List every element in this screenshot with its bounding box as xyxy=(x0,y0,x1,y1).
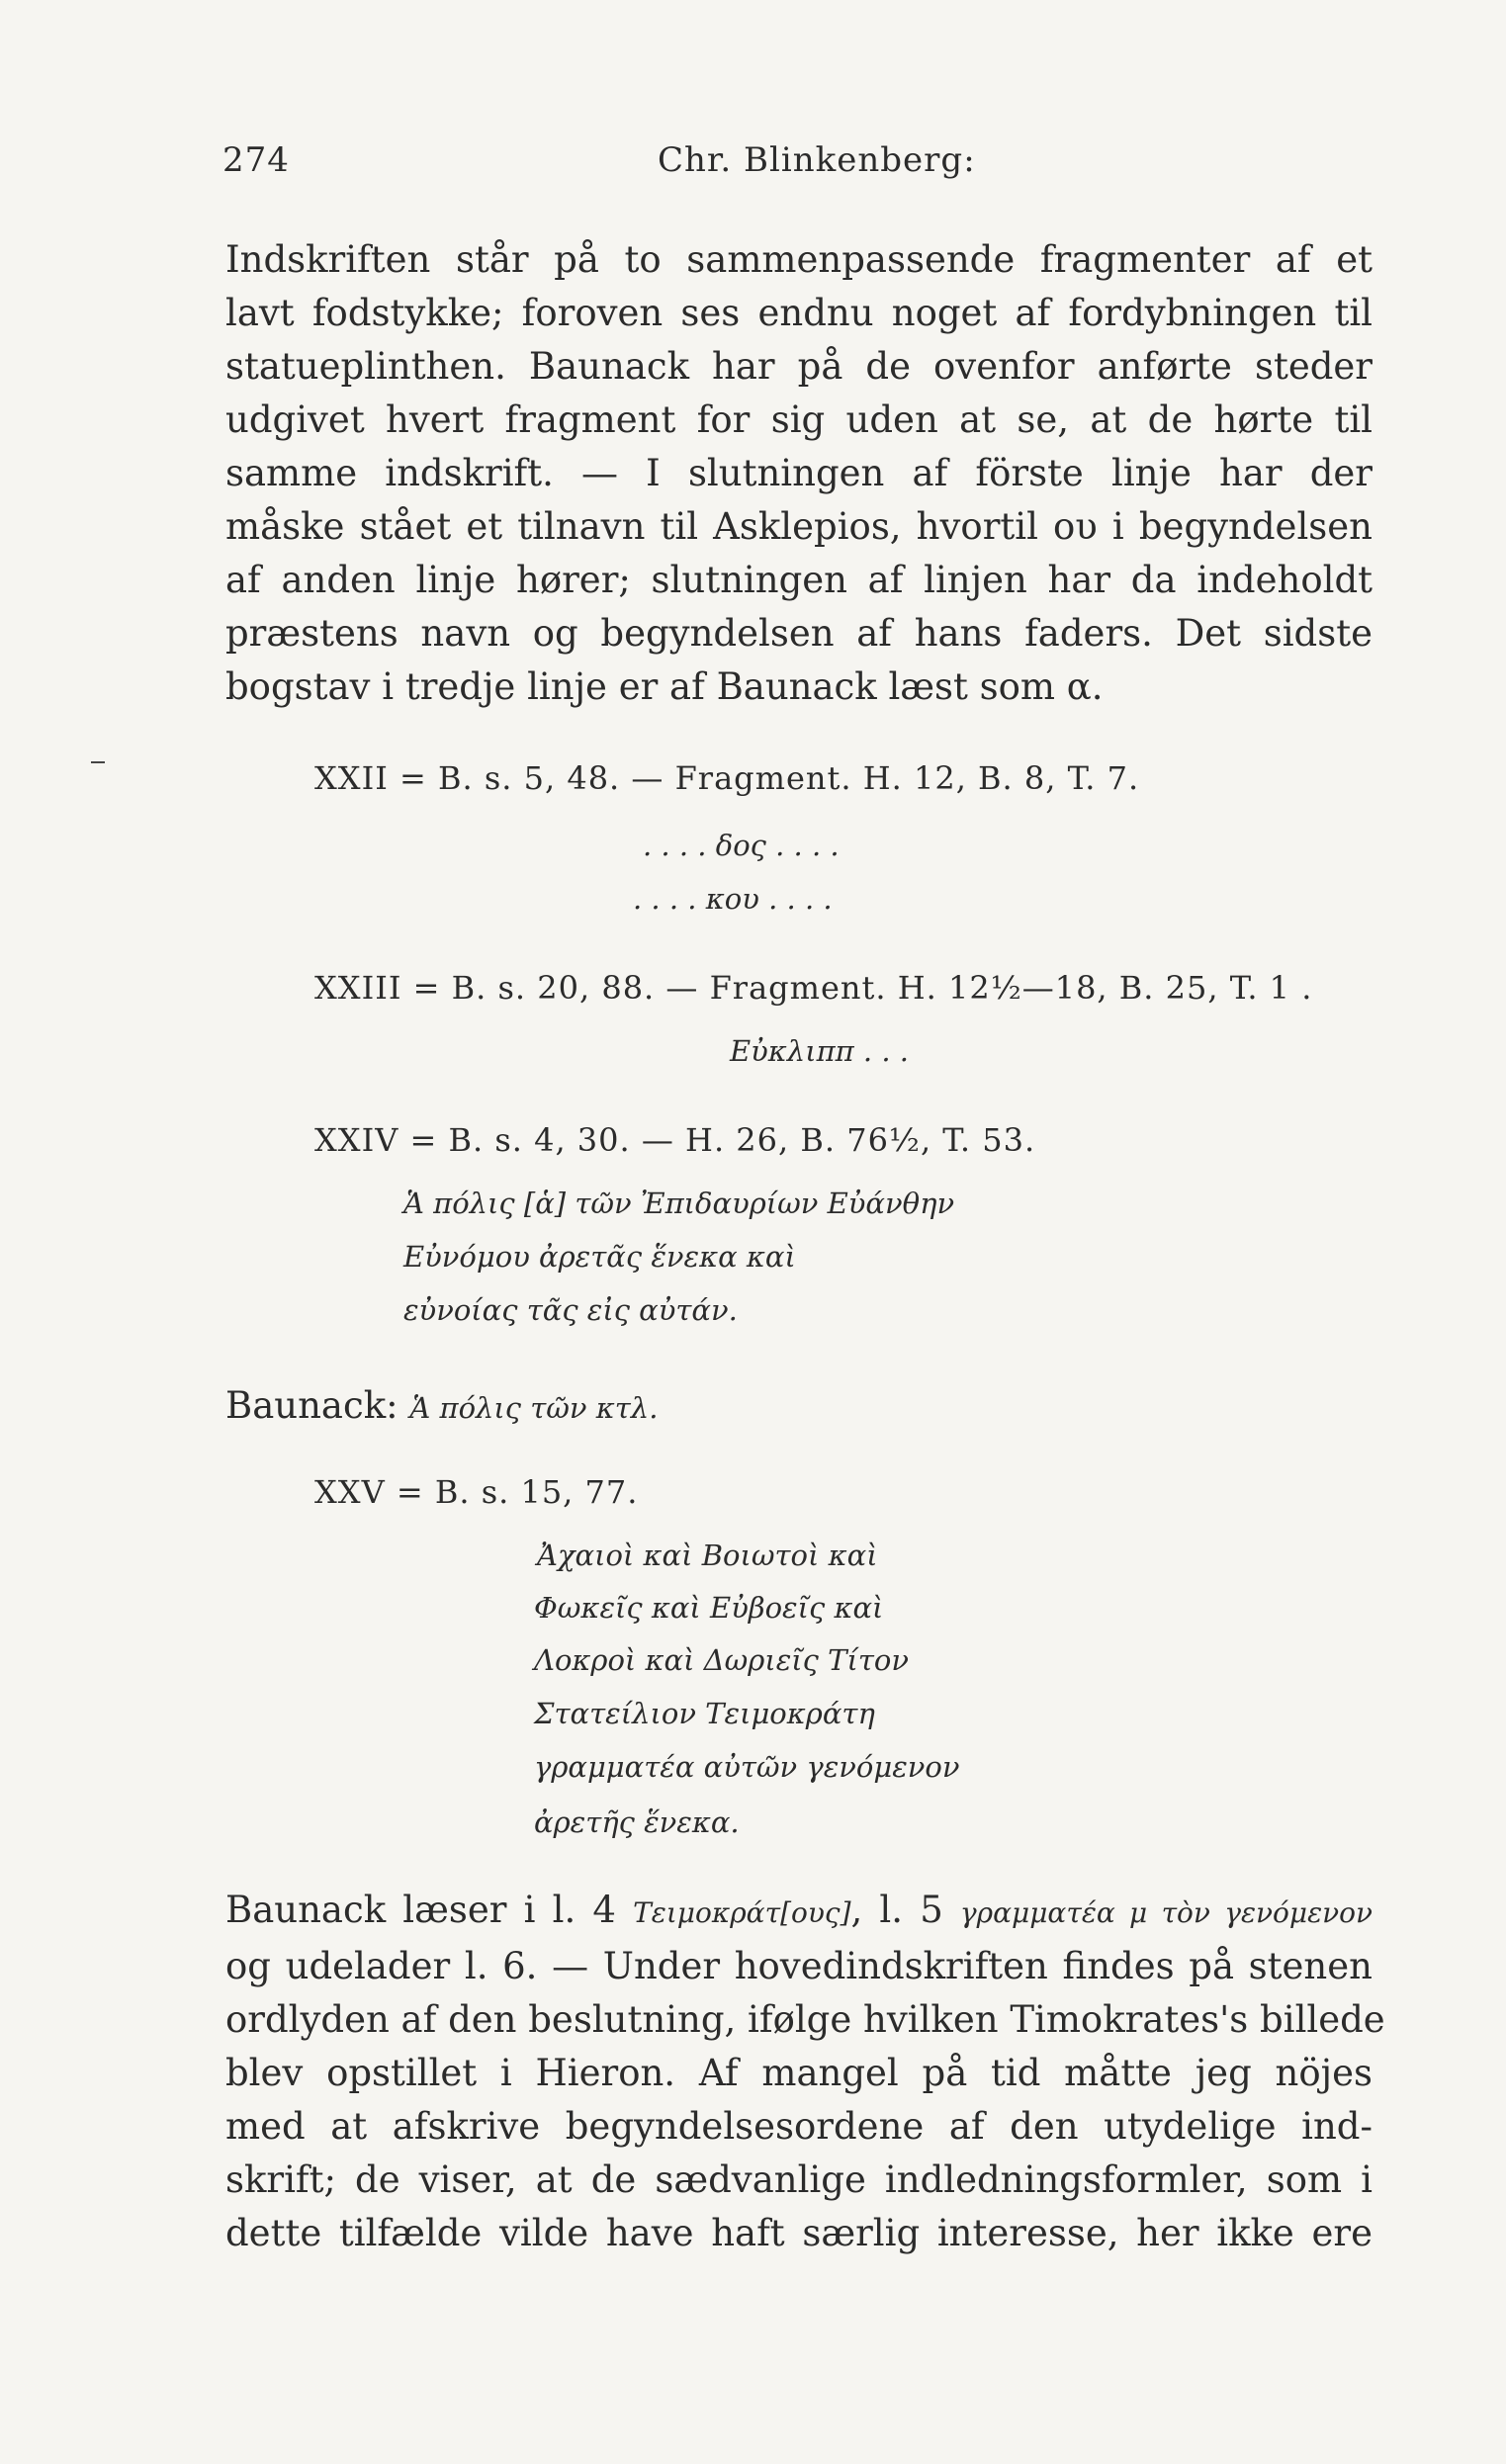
text-line: statueplinthen. Baunack har på de ovenfor anførte steder xyxy=(225,345,1373,388)
inscription-line: Φωκεῖς καὶ Εὐβοεῖς καὶ xyxy=(534,1591,884,1625)
paragraph-closing xyxy=(225,1884,1385,2260)
text-line: udgivet hvert fragment for sig uden at se, at de hørte til xyxy=(225,398,1373,441)
greek-run: γραμματέα μ τὸν γενόμενον xyxy=(959,1896,1373,1929)
baunack-note xyxy=(225,1384,658,1427)
text-line: dette tilfælde vilde have haft særlig interesse, her ikke ere xyxy=(225,2212,1373,2254)
page-header xyxy=(222,140,1370,200)
inscription-line: εὐνοίας τᾶς εἰς αὐτάν. xyxy=(403,1293,738,1327)
text-line: ordlyden af den beslutning, ifølge hvilken Timokrates's billede xyxy=(225,1998,1385,2041)
running-head: Chr. Blinkenberg: xyxy=(658,140,976,180)
inscription-line: . . . . δος . . . . xyxy=(643,829,840,862)
inscription-line: . . . . κου . . . . xyxy=(633,882,833,916)
text-line: Indskriften står på to sammenpassende fragmenter af et xyxy=(225,238,1373,281)
text-line: blev opstillet i Hieron. Af mangel på tid måtte jeg nöjes xyxy=(225,2052,1373,2094)
baunack-label: Baunack: xyxy=(225,1384,399,1427)
text-line: og udelader l. 6. — Under hovedindskriften findes på stenen xyxy=(225,1945,1373,1987)
greek-run: Τειμοκράτ[ους] xyxy=(633,1896,851,1929)
baunack-greek: Ἁ πόλις τῶν κτλ. xyxy=(409,1391,659,1425)
text-line: af anden linje hører; slutningen af linjen har da indeholdt xyxy=(225,559,1373,601)
inscription-line: Εὐκλιππ . . . xyxy=(730,1034,909,1068)
text-run: , l. 5 xyxy=(850,1889,960,1931)
paragraph-intro xyxy=(225,233,1373,714)
text-run: Baunack læser i l. 4 xyxy=(225,1889,634,1931)
inscription-line: γραμματέα αὐτῶν γενόμενον xyxy=(534,1750,960,1784)
inscription-line: Ἁ πόλις [ἁ] τῶν Ἐπιδαυρίων Εὐάνθην xyxy=(403,1187,955,1220)
text-line: præstens navn og begyndelsen af hans faders. Det sidste xyxy=(225,612,1373,655)
page-number: 274 xyxy=(222,140,290,180)
text-line: skrift; de viser, at de sædvanlige indledningsformler, som i xyxy=(225,2158,1373,2201)
text-line: med at afskrive begyndelsesordene af den utydelige ind- xyxy=(225,2105,1373,2148)
inscription-line: Εὐνόμου ἀρετᾶς ἕνεκα καὶ xyxy=(403,1240,796,1274)
text-line: lavt fodstykke; foroven ses endnu noget af fordybningen til xyxy=(225,292,1373,334)
text-line: samme indskrift. — I slutningen af förste linje har der xyxy=(225,452,1373,494)
inscription-line: Στατείλιον Τειμοκράτη xyxy=(534,1697,875,1730)
entry-xxii-head: XXII = B. s. 5, 48. — Fragment. H. 12, B. 8, T. 7. xyxy=(314,759,1140,797)
margin-mark xyxy=(91,761,105,763)
text-line: bogstav i tredje linje er af Baunack læst som α. xyxy=(225,665,1104,708)
inscription-line: Λοκροὶ καὶ Δωριεῖς Τίτον xyxy=(534,1643,909,1677)
text-line xyxy=(225,1884,1373,1940)
entry-xxv-head: XXV = B. s. 15, 77. xyxy=(314,1473,639,1511)
entry-xxiv-head: XXIV = B. s. 4, 30. — H. 26, B. 76½, T. 53. xyxy=(314,1121,1036,1159)
inscription-line: Ἀχαιοὶ καὶ Βοιωτοὶ καὶ xyxy=(537,1539,878,1572)
text-line: måske stået et tilnavn til Asklepios, hvortil ου i begyndelsen xyxy=(225,505,1373,548)
entry-xxiii-head: XXIII = B. s. 20, 88. — Fragment. H. 12½—18, B. 25, T. 1 . xyxy=(314,969,1313,1007)
inscription-line: ἀρετῆς ἕνεκα. xyxy=(534,1805,740,1839)
